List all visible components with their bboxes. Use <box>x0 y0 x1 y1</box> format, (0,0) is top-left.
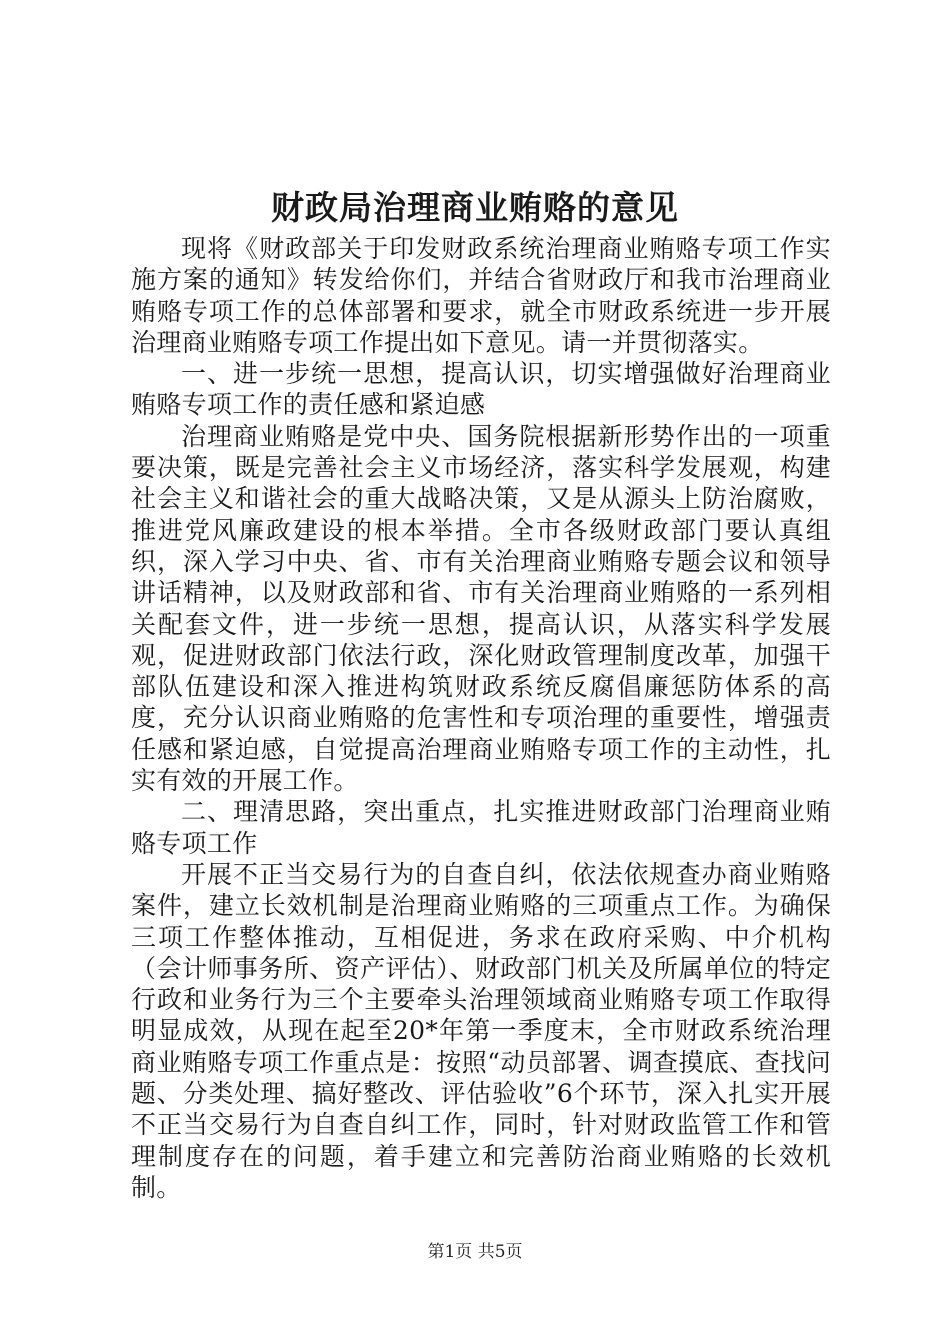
paragraph-intro: 现将《财政部关于印发财政系统治理商业贿赂专项工作实施方案的通知》转发给你们，并结合省财政厅和我市治理商业贿赂专项工作的总体部署和要求，就全市财政系统进一步开展治理商业贿赂专项工作提出如下意见。请一并贯彻落实。 <box>131 234 831 357</box>
paragraph-section-2: 开展不正当交易行为的自查自纠，依法依规查办商业贿赂案件，建立长效机制是治理商业贿赂的三项重点工作。为确保三项工作整体推动，互相促进，务求在政府采购、中介机构（会计师事务所、资产评估）、财政部门机关及所属单位的特定行政和业务行为三个主要牵头治理领域商业贿赂专项工作取得明显成效，从现在起至20*年第一季度末，全市财政系统治理商业贿赂专项工作重点是：按照“动员部署、调查摸底、查找问题、分类处理、搞好整改、评估验收”6个环节，深入扎实开展不正当交易行为自查自纠工作，同时，针对财政监管工作和管理制度存在的问题，着手建立和完善防治商业贿赂的长效机制。 <box>131 859 831 1202</box>
document-body <box>131 233 831 1203</box>
section-heading-2: 二、理清思路，突出重点，扎实推进财政部门治理商业贿赂专项工作 <box>131 797 831 858</box>
document-title: 财政局治理商业贿赂的意见 <box>271 188 679 227</box>
paragraph-section-1: 治理商业贿赂是党中央、国务院根据新形势作出的一项重要决策，既是完善社会主义市场经济，落实科学发展观，构建社会主义和谐社会的重大战略决策，又是从源头上防治腐败，推进党风廉政建设的根本举措。全市各级财政部门要认真组织，深入学习中央、省、市有关治理商业贿赂专题会议和领导讲话精神，以及财政部和省、市有关治理商业贿赂的一系列相关配套文件，进一步统一思想，提高认识，从落实科学发展观，促进财政部门依法行政，深化财政管理制度改革，加强干部队伍建设和深入推进构筑财政系统反腐倡廉惩防体系的高度，充分认识商业贿赂的危害性和专项治理的重要性，增强责任感和紧迫感，自觉提高治理商业贿赂专项工作的主动性，扎实有效的开展工作。 <box>131 421 831 796</box>
page-number-footer: 第1页 共5页 <box>427 1242 523 1262</box>
section-heading-1: 一、进一步统一思想，提高认识，切实增强做好治理商业贿赂专项工作的责任感和紧迫感 <box>131 359 831 420</box>
